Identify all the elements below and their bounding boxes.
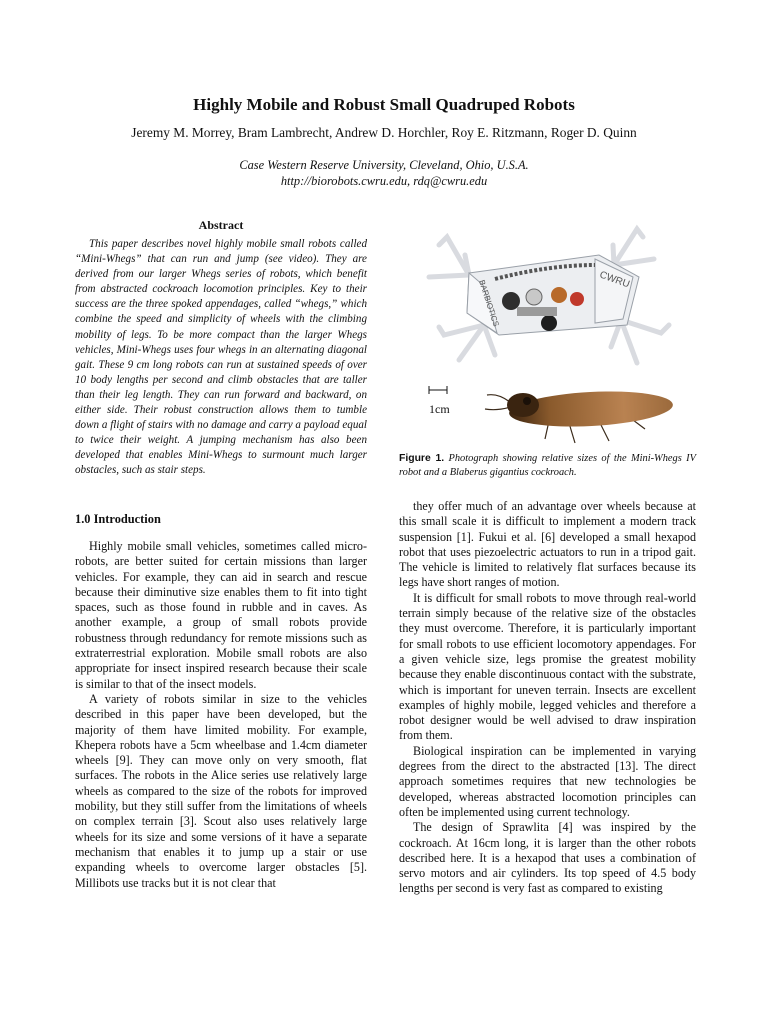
left-column-body [75, 539, 367, 891]
cockroach-image [485, 388, 674, 443]
body-paragraph: they offer much of an advantage over wheels because at this small scale it is difficult to implement a modern track suspension [1]. Fukui et al. [6] developed a small hexapod robot that uses piezoelectric actuators to run in a tripod gait. The vehicle is limited to relatively flat surfaces because its legs have short ranges of motion. [399, 499, 696, 590]
body-paragraph: It is difficult for small robots to move through real-world terrain simply because of the relative size of the obstacles they must overcome. Therefore, it is particularly important for small robots to use efficient locomotory appendages. For a given vehicle size, legs promise the greatest mobility because they enable discontinuous contact with the substrate, which is important for uneven terrain. Insects are excellent examples of highly mobile, legged vehicles and therefore a robot designer would be well advised to draw inspiration from them. [399, 590, 696, 743]
body-paragraph: Highly mobile small vehicles, sometimes called micro-robots, are better suited for certain missions than larger vehicles. For example, they can aid in search and rescue because their diminutive size enables them to fit into tight spaces, such as those found in rubble and in caves. As another example, a group of small robots provide robustness through redundancy for remote missions such as extraterrestrial exploration. Mobile small robots are also appropriate for insect inspired research because their scale is similar to that of the insect models. [75, 539, 367, 691]
abstract-heading: Abstract [198, 218, 244, 232]
right-column-body [399, 499, 696, 897]
body-paragraph: Biological inspiration can be implemented in varying degrees from the direct to the abstracted [13]. The direct approach sometimes requires that new technologies be developed, whereas abstracted locomotion principles can often be implemented using current technology. [399, 743, 696, 819]
scale-bar [429, 386, 447, 394]
figure-1-photo [399, 215, 696, 455]
section-heading-introduction: 1.0 Introduction [75, 512, 161, 526]
author-list: Jeremy M. Morrey, Bram Lambrecht, Andrew D. Horchler, Roy E. Ritzmann, Roger D. Quinn [131, 125, 637, 140]
contact-info: http://biorobots.cwru.edu, rdq@cwru.edu [280, 174, 488, 188]
robot-side-label: BARBIOTICS [477, 278, 501, 328]
affiliation: Case Western Reserve University, Cleveland, Ohio, U.S.A. [239, 158, 529, 172]
robot-image [429, 229, 669, 363]
abstract-text: This paper describes novel highly mobile small robots called “Mini-Whegs” that can run and jump (see video). They are derived from our larger Whegs series of robots, which benefit from abstracted cockroach locomotion principles. Key to their success are the three spoked appendages, called “whegs,” which combine the speed and simplicity of wheels with the climbing mobility of legs. To be more compact than the larger Whegs vehicles, Mini-Whegs uses four whegs in an alternating diagonal gait. These 9 cm long robots can run at sustained speeds of over 10 body lengths per second and climb obstacles that are taller than their leg length. They can run forward and backward, on either side. Their robust construction allows them to tumble down a flight of stairs with no damage and carry a payload equal to twice their weight. A jumping mechanism has also been developed that enables Mini-Whegs to surmount much larger obstacles, such as stair steps. [75, 238, 367, 477]
robot-top-label: CWRU [597, 269, 631, 291]
caption-text: Photograph showing relative sizes of the Mini-Whegs IV robot and a Blaberus gigantius cockroach. [399, 453, 696, 478]
body-paragraph: The design of Sprawlita [4] was inspired by the cockroach. At 16cm long, it is larger than the other robots described here. It is a hexapod that uses a combination of servo motors and air cylinders. Its top speed of 4.5 body lengths per second is very fast as compared to existing [399, 820, 696, 896]
scale-bar-label: 1cm [429, 402, 450, 416]
caption-label: Figure 1. [399, 453, 445, 464]
figure-caption [399, 452, 696, 480]
body-paragraph: A variety of robots similar in size to the vehicles described in this paper have been developed, but the majority of them have limited mobility. For example, Khepera robots have a 5cm wheelbase and 1.4cm diameter wheels [9]. They can move only on very smooth, flat surfaces. The robots in the Alice series use relatively large wheels as compared to the size of the robots for improved mobility, but they still suffer from the limitations of wheels on complex terrain [3]. Scout also uses relatively large wheels for its size and some versions of it have a separate mechanism that enables it to jump up a stair or use expanding wheels to overcome larger obstacles [5]. Millibots use tracks but it is not clear that [75, 691, 367, 890]
paper-title: Highly Mobile and Robust Small Quadruped Robots [193, 95, 575, 114]
affiliation-block [0, 157, 768, 189]
